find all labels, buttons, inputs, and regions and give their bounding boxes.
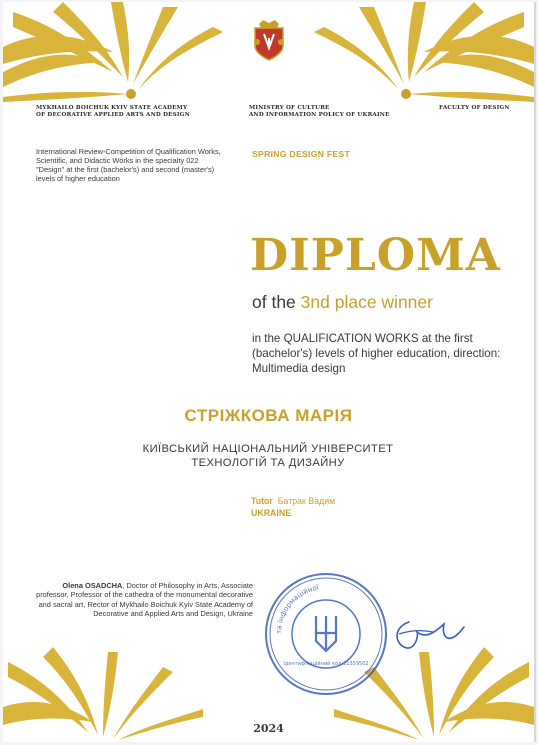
place-highlight: 3nd place winner	[300, 292, 433, 312]
official-stamp-icon	[261, 569, 391, 699]
year: 2024	[253, 722, 284, 735]
tutor-line	[251, 496, 335, 506]
competition-description: International Review-Competition of Qualification Works, Scientific, and Didactic Works in the specialty 022 "Design" at the first (bachelor's) and second (master's) levels of higher education	[36, 147, 221, 183]
signatory-name: Olena OSADCHA	[62, 581, 123, 590]
faculty-name: FACULTY OF DESIGN	[439, 105, 510, 111]
university-name: КИЇВСЬКИЙ НАЦІОНАЛЬНИЙ УНІВЕРСИТЕТ ТЕХНОЛОГІЙ ТА ДИЗАЙНУ	[142, 443, 394, 469]
stamp-code: Ідентифікаційний код 21359502	[283, 661, 369, 667]
place-line	[252, 292, 433, 313]
ministry-name: MINISTRY OF CULTURE AND INFORMATION POLICY OF UKRAINE	[249, 105, 390, 118]
festival-name: SPRING DESIGN FEST	[252, 149, 351, 159]
place-prefix: of the	[252, 292, 301, 312]
signatory-description: , Doctor of Philosophy in Arts, Associate professor, Professor of the cathedra of the monumental decorative and sacral art, Rector of Mykhailo Boichuk Kyiv State Academy of Decorative and Applied Arts and Design, Ukraine	[36, 581, 253, 619]
stamp-text: та інформаційної	[274, 583, 320, 635]
winner-name: СТРІЖКОВА МАРІЯ	[184, 406, 353, 425]
signatory-block	[33, 581, 253, 619]
handwritten-signature	[389, 602, 469, 662]
diploma-title: DIPLOMA	[250, 230, 501, 281]
kyiv-emblem-icon	[251, 18, 287, 62]
tutor-label: Tutor	[251, 496, 273, 506]
ornament-top-right-icon	[304, 2, 534, 102]
academy-name: MYKHAILO BOICHUK KYIV STATE ACADEMY OF DECORATIVE APPLIED ARTS AND DESIGN	[36, 105, 190, 118]
diploma-page	[3, 2, 536, 742]
tutor-name: Батрак Вадим	[277, 496, 336, 506]
svg-text:та інформаційної	[275, 584, 319, 635]
ornament-top-left-icon	[3, 2, 233, 102]
country: UKRAINE	[251, 508, 292, 518]
direction-text: in the QUALIFICATION WORKS at the first (bachelor's) levels of higher education, direction: Multimedia design	[252, 332, 501, 375]
